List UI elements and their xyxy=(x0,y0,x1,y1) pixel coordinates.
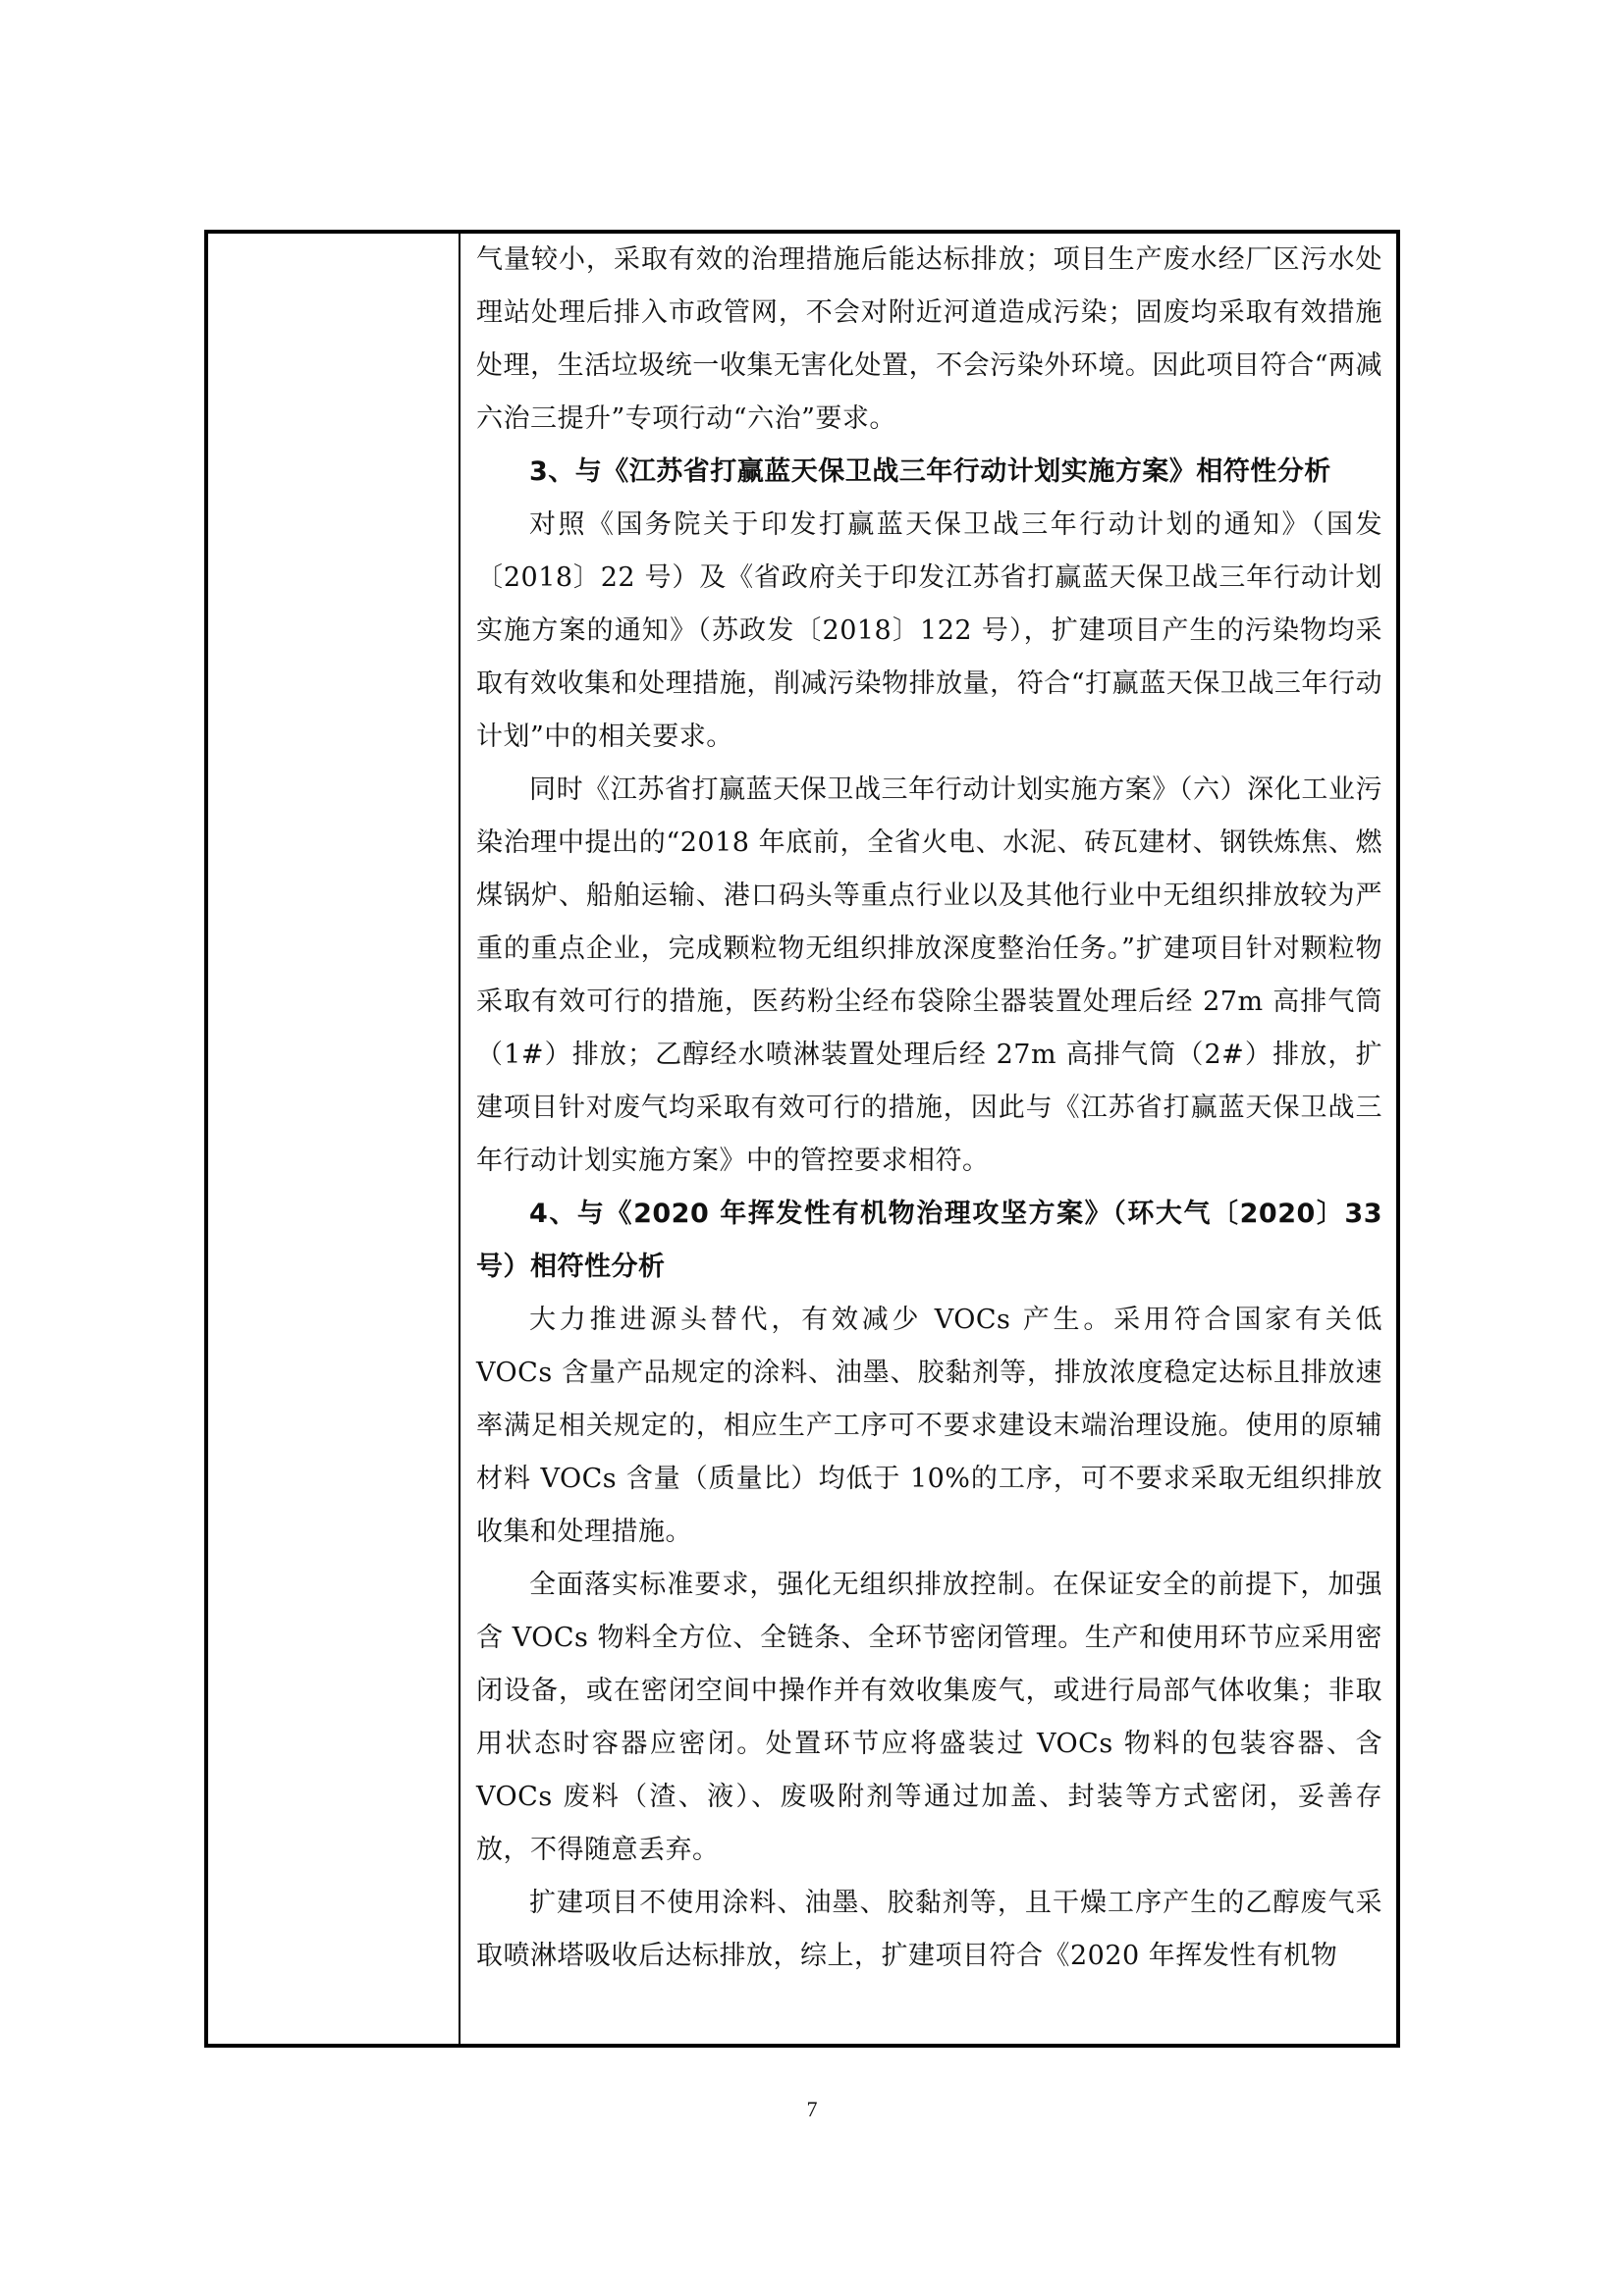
paragraph-state-council-notice: 对照《国务院关于印发打赢蓝天保卫战三年行动计划的通知》（国发〔2018〕22 号）及《省政府关于印发江苏省打赢蓝天保卫战三年行动计划实施方案的通知》（苏政发〔2018〕122 号），扩建项目产生的污染物均采取有效收集和处理措施，削减污染物排放量，符合“打赢蓝天保卫战三年行动计划”中的相关要求。 xyxy=(476,509,1382,752)
content-table xyxy=(204,230,1400,2048)
table-left-column xyxy=(208,234,460,2044)
paragraph-conclusion: 扩建项目不使用涂料、油墨、胶黏剂等，且干燥工序产生的乙醇废气采取喷淋塔吸收后达标排放，综上，扩建项目符合《2020 年挥发性有机物 xyxy=(476,1888,1382,1971)
section-heading-3: 3、与《江苏省打赢蓝天保卫战三年行动计划实施方案》相符性分析 xyxy=(529,456,1331,487)
paragraph-continuation: 气量较小，采取有效的治理措施后能达标排放；项目生产废水经厂区污水处理站处理后排入市政管网，不会对附近河道造成污染；固废均采取有效措施处理，生活垃圾统一收集无害化处置，不会污染外环境。因此项目符合“两减六治三提升”专项行动“六治”要求。 xyxy=(476,244,1382,434)
paragraph-fugitive-emission: 全面落实标准要求，强化无组织排放控制。在保证安全的前提下，加强含 VOCs 物料全方位、全链条、全环节密闭管理。生产和使用环节应采用密闭设备，或在密闭空间中操作并有效收集废气，或进行局部气体收集；非取用状态时容器应密闭。处置环节应将盛装过 VOCs 物料的包装容器、含 VOCs 废料（渣、液）、废吸附剂等通过加盖、封装等方式密闭，妥善存放，不得随意丢弃。 xyxy=(476,1570,1382,1865)
paragraph-industrial-pollution: 同时《江苏省打赢蓝天保卫战三年行动计划实施方案》（六）深化工业污染治理中提出的“2018 年底前，全省火电、水泥、砖瓦建材、钢铁炼焦、燃煤锅炉、船舶运输、港口码头等重点行业以及其他行业中无组织排放较为严重的重点企业，完成颗粒物无组织排放深度整治任务。”扩建项目针对颗粒物采取有效可行的措施，医药粉尘经布袋除尘器装置处理后经 27m 高排气筒（1#）排放；乙醇经水喷淋装置处理后经 27m 高排气筒（2#）排放，扩建项目针对废气均采取有效可行的措施，因此与《江苏省打赢蓝天保卫战三年行动计划实施方案》中的管控要求相符。 xyxy=(476,774,1382,1176)
table-right-column xyxy=(460,234,1396,2044)
section-heading-4: 4、与《2020 年挥发性有机物治理攻坚方案》（环大气〔2020〕33 号）相符性分析 xyxy=(476,1199,1382,1282)
paragraph-source-substitution: 大力推进源头替代，有效减少 VOCs 产生。采用符合国家有关低 VOCs 含量产品规定的涂料、油墨、胶黏剂等，排放浓度稳定达标且排放速率满足相关规定的，相应生产工序可不要求建设末端治理设施。使用的原辅材料 VOCs 含量（质量比）均低于 10%的工序，可不要求采取无组织排放收集和处理措施。 xyxy=(476,1305,1382,1547)
page-number: 7 xyxy=(806,2097,818,2121)
